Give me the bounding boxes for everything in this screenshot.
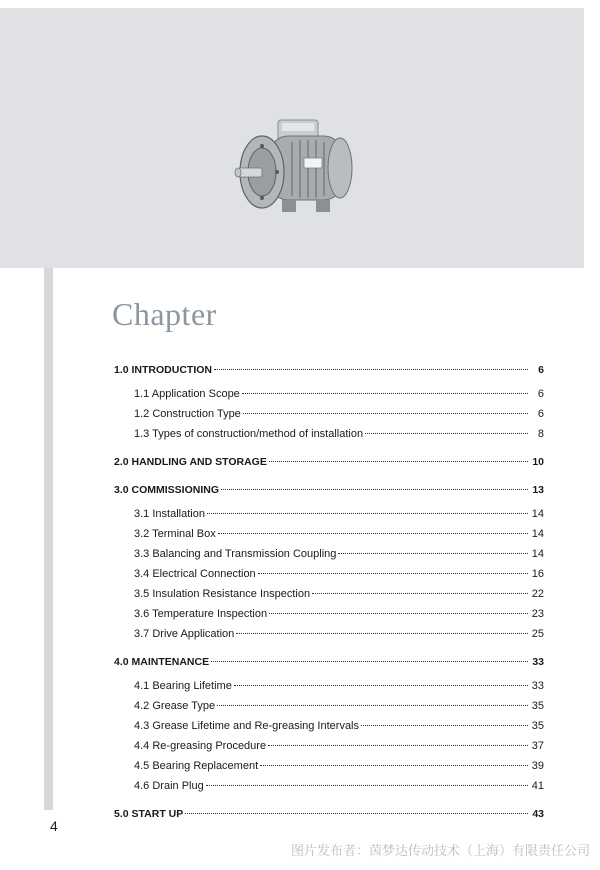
- toc-entry-label: 4.2 Grease Type: [134, 700, 216, 712]
- toc-entry-label: 4.5 Bearing Replacement: [134, 760, 259, 772]
- toc-section[interactable]: [114, 360, 544, 380]
- dot-leader: [258, 572, 528, 574]
- dot-leader: [234, 684, 528, 686]
- dot-leader: [236, 632, 528, 634]
- toc-entry-page: 23: [531, 608, 544, 620]
- toc-entry-label: 4.1 Bearing Lifetime: [134, 680, 232, 692]
- toc-section[interactable]: [114, 452, 544, 472]
- toc-entry-label: 4.4 Re-greasing Procedure: [134, 740, 267, 752]
- toc-subsection[interactable]: [114, 584, 544, 604]
- electric-motor-icon: [230, 108, 360, 238]
- dot-leader: [214, 368, 528, 370]
- toc-section[interactable]: [114, 804, 544, 824]
- table-of-contents: [114, 360, 544, 824]
- toc-subsection[interactable]: [114, 604, 544, 624]
- dot-leader: [365, 432, 528, 434]
- toc-entry-page: 33: [532, 656, 544, 668]
- toc-subsection[interactable]: [114, 424, 544, 444]
- toc-entry-label: 3.2 Terminal Box: [134, 528, 216, 540]
- toc-entry-page: 6: [537, 388, 544, 400]
- dot-leader: [217, 704, 528, 706]
- toc-subsection[interactable]: [114, 624, 544, 644]
- toc-entry-label: 3.0 COMMISSIONING: [114, 484, 220, 496]
- toc-entry-label: 4.0 MAINTENANCE: [114, 656, 210, 668]
- dot-leader: [211, 660, 528, 662]
- toc-subsection[interactable]: [114, 776, 544, 796]
- toc-entry-page: 6: [538, 364, 544, 376]
- toc-subsection[interactable]: [114, 716, 544, 736]
- dot-leader: [221, 488, 528, 490]
- toc-entry-page: 14: [531, 508, 544, 520]
- toc-subsection[interactable]: [114, 384, 544, 404]
- toc-entry-page: 10: [532, 456, 544, 468]
- toc-entry-label: 2.0 HANDLING AND STORAGE: [114, 456, 267, 468]
- toc-subsection[interactable]: [114, 504, 544, 524]
- dot-leader: [185, 812, 528, 814]
- toc-entry-page: 22: [531, 588, 544, 600]
- dot-leader: [260, 764, 528, 766]
- toc-entry-label: 1.0 INTRODUCTION: [114, 364, 213, 376]
- dot-leader: [206, 784, 528, 786]
- dot-leader: [269, 460, 528, 462]
- image-credit: 图片发布者：茵梦达传动技术（上海）有限责任公司: [290, 844, 590, 859]
- toc-entry-page: 16: [531, 568, 544, 580]
- toc-subsection[interactable]: [114, 736, 544, 756]
- toc-subsection[interactable]: [114, 544, 544, 564]
- dot-leader: [218, 532, 528, 534]
- toc-entry-label: 3.6 Temperature Inspection: [134, 608, 268, 620]
- dot-leader: [207, 512, 528, 514]
- toc-subsection[interactable]: [114, 404, 544, 424]
- toc-entry-page: 35: [531, 720, 544, 732]
- toc-entry-page: 33: [531, 680, 544, 692]
- toc-entry-label: 3.5 Insulation Resistance Inspection: [134, 588, 311, 600]
- dot-leader: [268, 744, 528, 746]
- toc-entry-label: 3.3 Balancing and Transmission Coupling: [134, 548, 337, 560]
- toc-entry-label: 3.1 Installation: [134, 508, 205, 520]
- toc-subsection[interactable]: [114, 676, 544, 696]
- toc-subsection[interactable]: [114, 756, 544, 776]
- dot-leader: [338, 552, 528, 554]
- toc-entry-label: 4.6 Drain Plug: [134, 780, 204, 792]
- toc-entry-page: 8: [537, 428, 544, 440]
- toc-entry-label: 1.3 Types of construction/method of installation: [134, 428, 364, 440]
- toc-entry-page: 39: [531, 760, 544, 772]
- toc-entry-page: 35: [531, 700, 544, 712]
- toc-entry-label: 4.3 Grease Lifetime and Re-greasing Intervals: [134, 720, 360, 732]
- toc-entry-label: 3.4 Electrical Connection: [134, 568, 256, 580]
- dot-leader: [243, 412, 528, 414]
- toc-subsection[interactable]: [114, 564, 544, 584]
- toc-entry-page: 25: [531, 628, 544, 640]
- toc-entry-page: 14: [531, 528, 544, 540]
- toc-section[interactable]: [114, 480, 544, 500]
- toc-entry-page: 13: [532, 484, 544, 496]
- toc-entry-label: 3.7 Drive Application: [134, 628, 235, 640]
- toc-entry-page: 43: [532, 808, 544, 820]
- toc-entry-page: 6: [537, 408, 544, 420]
- toc-entry-page: 41: [531, 780, 544, 792]
- toc-entry-page: 14: [531, 548, 544, 560]
- dot-leader: [361, 724, 528, 726]
- toc-subsection[interactable]: [114, 524, 544, 544]
- dot-leader: [312, 592, 528, 594]
- toc-subsection[interactable]: [114, 696, 544, 716]
- toc-entry-page: 37: [531, 740, 544, 752]
- side-accent-bar: [44, 268, 53, 810]
- chapter-title: Chapter: [112, 296, 217, 332]
- toc-entry-label: 1.1 Application Scope: [134, 388, 240, 400]
- toc-section[interactable]: [114, 652, 544, 672]
- dot-leader: [269, 612, 528, 614]
- toc-entry-label: 5.0 START UP: [114, 808, 184, 820]
- dot-leader: [242, 392, 528, 394]
- toc-entry-label: 1.2 Construction Type: [134, 408, 241, 420]
- page-number: 4: [50, 818, 58, 834]
